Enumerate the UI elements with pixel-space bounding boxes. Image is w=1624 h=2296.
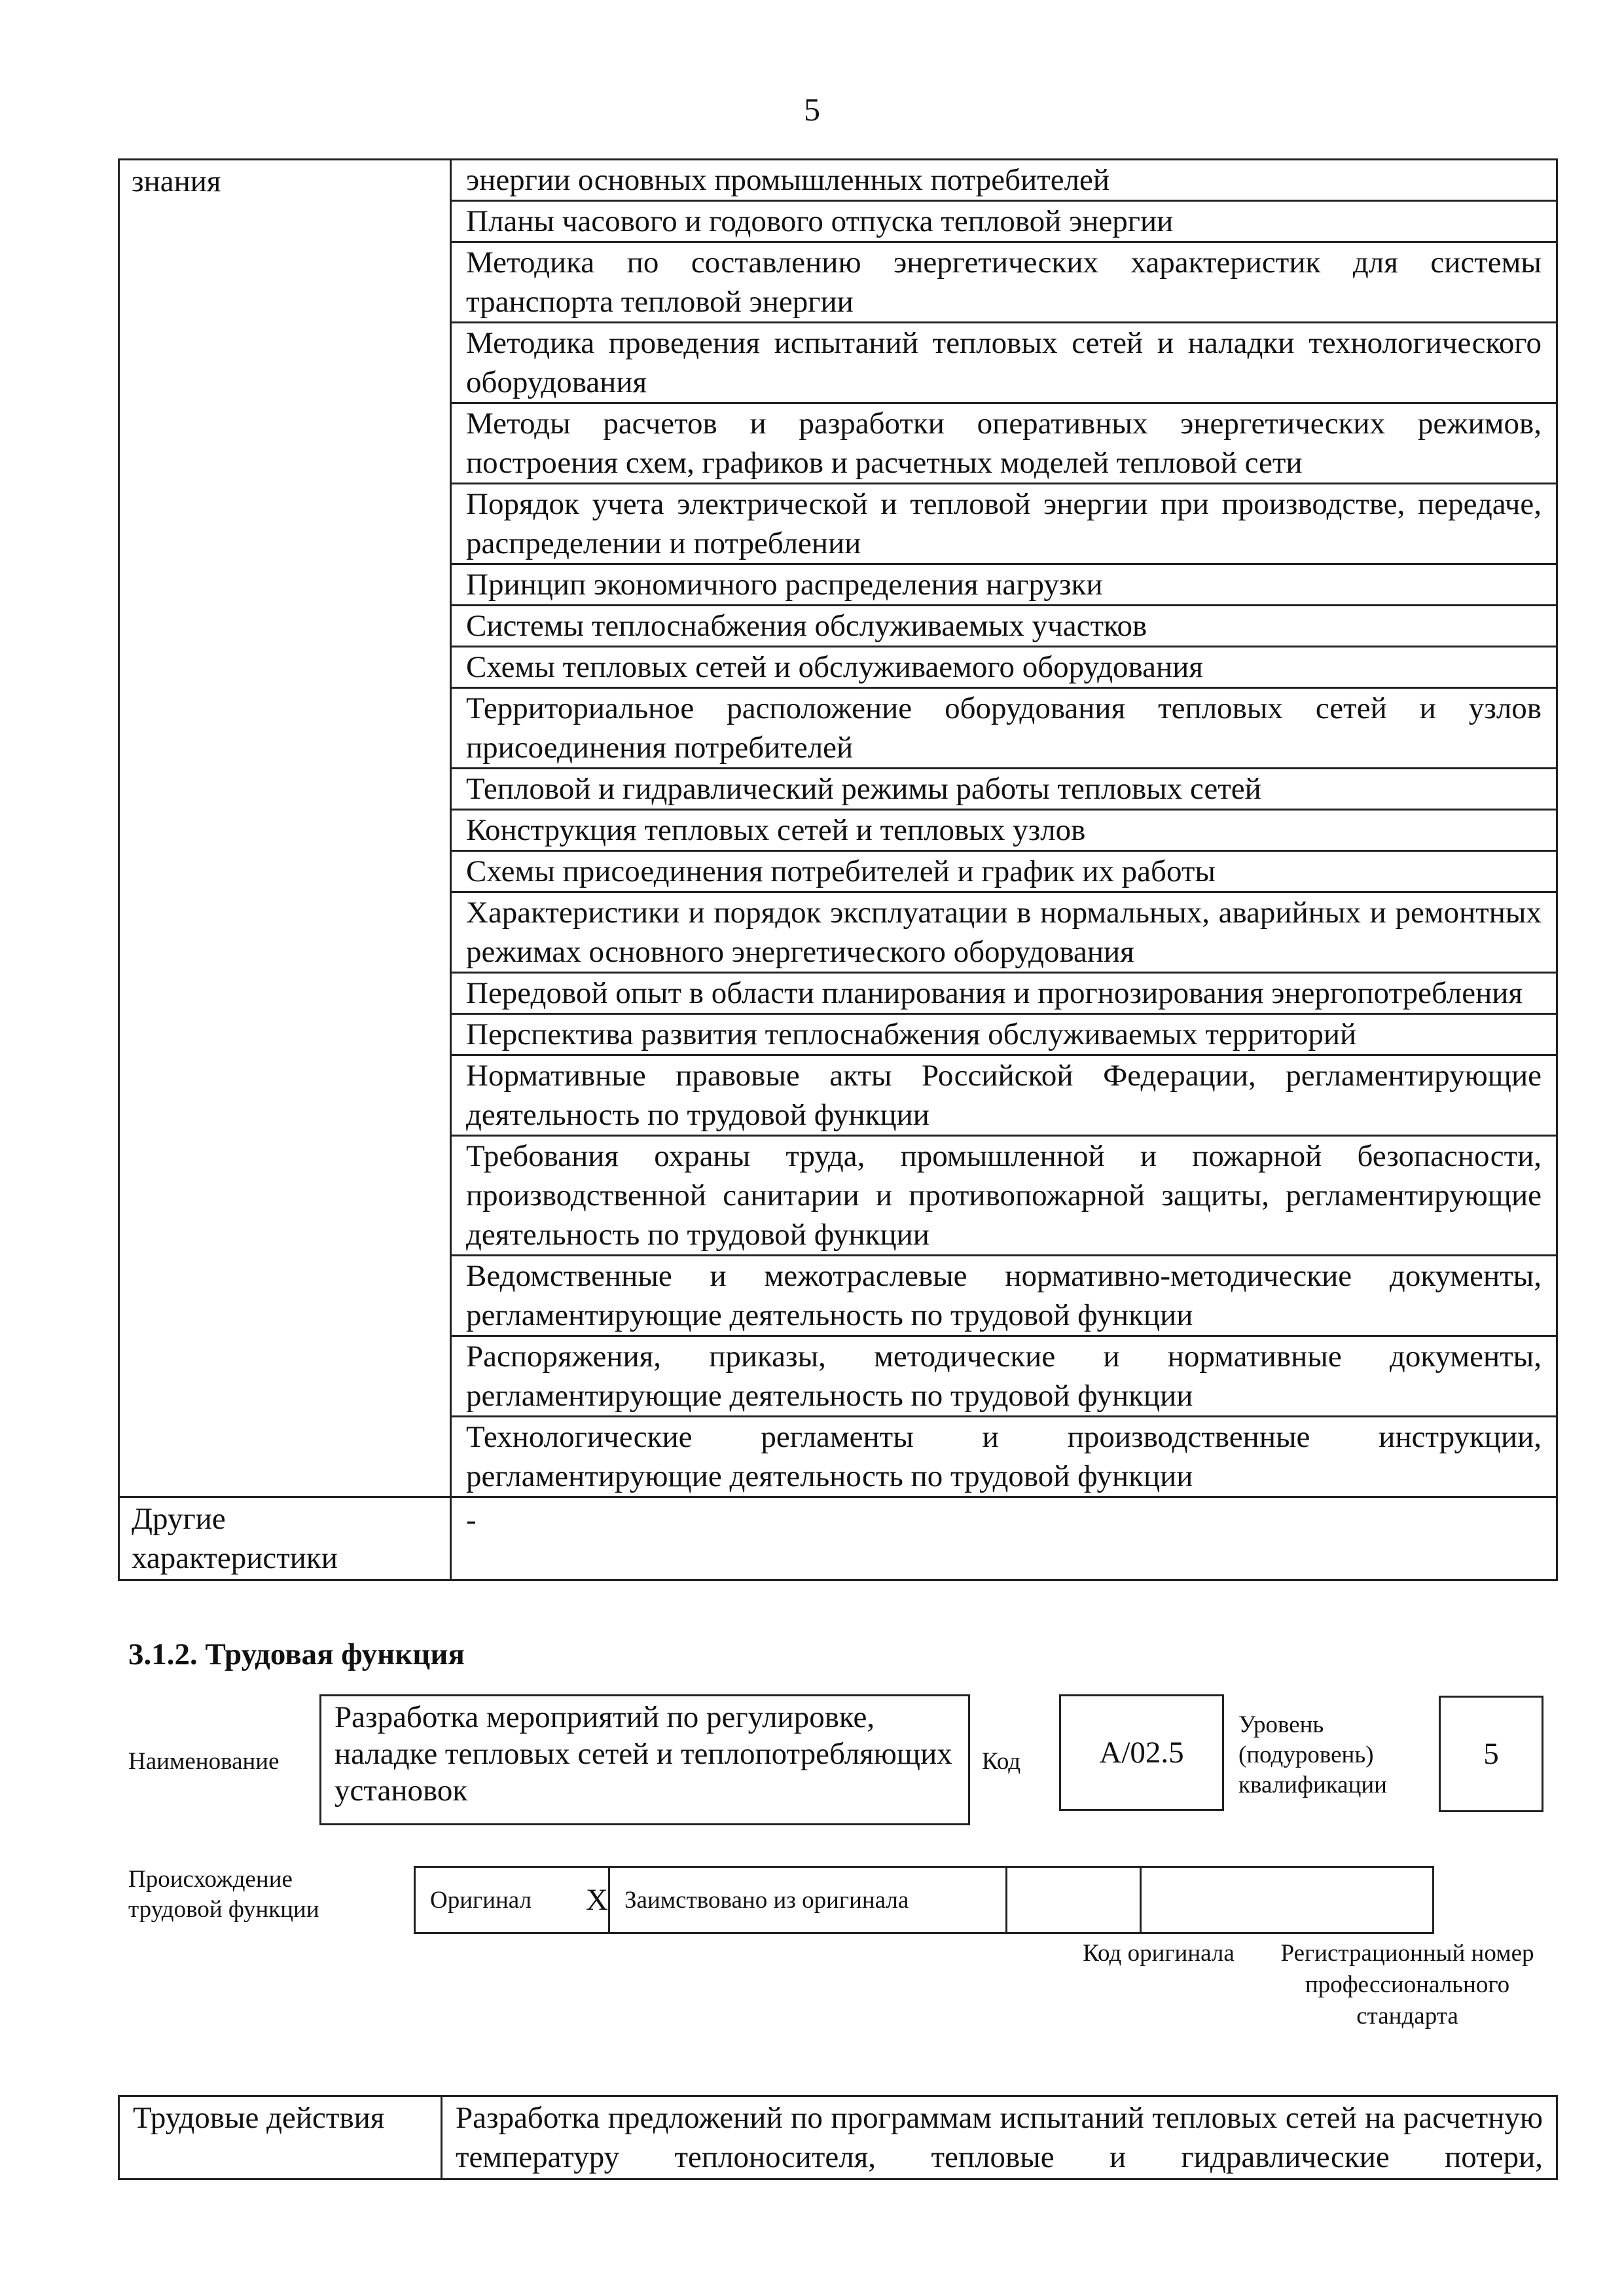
section-heading: 3.1.2. Трудовая функция (128, 1637, 465, 1671)
knowledge-item: Характеристики и порядок эксплуатации в нормальных, аварийных и ремонтных режимах основного энергетического оборудования (452, 893, 1556, 974)
code-label: Код (982, 1748, 1021, 1775)
original-mark: X (586, 1883, 608, 1917)
knowledge-item: Схемы тепловых сетей и обслуживаемого оборудования (452, 647, 1556, 689)
origin-label: Происхождение трудовой функции (128, 1866, 319, 1923)
original-cell (415, 1867, 609, 1933)
knowledge-items (451, 160, 1557, 1497)
reg-number-cell (1141, 1867, 1434, 1933)
code-box (1059, 1694, 1224, 1811)
actions-table (118, 2095, 1558, 2180)
level-box (1439, 1696, 1543, 1812)
knowledge-item: Порядок учета электрической и тепловой энергии при производстве, передаче, распределении и потреблении (452, 484, 1556, 565)
reg-number-caption: Регистрационный номер профессионального стандарта (1280, 1940, 1534, 2030)
knowledge-item: Методы расчетов и разработки оперативных энергетических режимов, построения схем, графиков и расчетных моделей тепловой сети (452, 404, 1556, 484)
knowledge-item: Нормативные правовые акты Российской Федерации, регламентирующие деятельность по трудовой функции (452, 1056, 1556, 1137)
knowledge-row (119, 160, 1557, 1497)
borrowed-label: Заимствовано из оригинала (624, 1886, 909, 1914)
original-code-cell (1007, 1867, 1141, 1933)
knowledge-item: Перспектива развития теплоснабжения обслуживаемых территорий (452, 1015, 1556, 1056)
level-label: Уровень (подуровень) квалификации (1238, 1711, 1387, 1798)
knowledge-table (118, 158, 1558, 1581)
name-box (319, 1694, 970, 1825)
knowledge-item: Методика по составлению энергетических характеристик для системы транспорта тепловой энергии (452, 243, 1556, 323)
knowledge-item: Территориальное расположение оборудования тепловых сетей и узлов присоединения потребителей (452, 689, 1556, 769)
knowledge-item: Требования охраны труда, промышленной и пожарной безопасности, производственной санитарии и противопожарной защиты, регламентирующие деятельность по трудовой функции (452, 1137, 1556, 1256)
knowledge-item: Тепловой и гидравлический режимы работы тепловых сетей (452, 769, 1556, 811)
function-code: А/02.5 (1099, 1736, 1184, 1770)
knowledge-item: Системы теплоснабжения обслуживаемых участков (452, 606, 1556, 647)
knowledge-item: Распоряжения, приказы, методические и нормативные документы, регламентирующие деятельность по трудовой функции (452, 1337, 1556, 1417)
actions-label: Трудовые действия (119, 2096, 442, 2179)
knowledge-item: Принцип экономичного распределения нагрузки (452, 565, 1556, 606)
level-value: 5 (1483, 1737, 1499, 1771)
page-number: 5 (804, 91, 820, 128)
knowledge-item: Технологические регламенты и производственные инструкции, регламентирующие деятельность по трудовой функции (466, 1420, 1542, 1493)
knowledge-item: Ведомственные и межотраслевые нормативно-методические документы, регламентирующие деятельность по трудовой функции (452, 1256, 1556, 1337)
knowledge-item: Методика проведения испытаний тепловых сетей и наладки технологического оборудования (452, 323, 1556, 404)
other-characteristics-row (119, 1497, 1557, 1580)
other-characteristics-label: Другие характеристики (119, 1497, 451, 1580)
knowledge-item: энергии основных промышленных потребителей (452, 160, 1556, 202)
borrowed-cell (609, 1867, 1007, 1933)
original-code-caption: Код оригинала (1083, 1940, 1235, 1967)
actions-text: Разработка предложений по программам испытаний тепловых сетей на расчетную температуру теплоносителя, тепловые и гидравлические потери, (442, 2096, 1557, 2179)
function-name: Разработка мероприятий по регулировке, наладке тепловых сетей и теплопотребляющих установок (334, 1700, 952, 1808)
actions-row (119, 2096, 1557, 2179)
knowledge-item: Планы часового и годового отпуска тепловой энергии (452, 202, 1556, 243)
knowledge-item: Схемы присоединения потребителей и график их работы (452, 852, 1556, 893)
original-label: Оригинал (430, 1886, 532, 1914)
knowledge-item: Конструкция тепловых сетей и тепловых узлов (452, 811, 1556, 852)
origin-table (414, 1866, 1434, 1934)
name-label: Наименование (128, 1748, 280, 1775)
other-characteristics-value: - (451, 1497, 1557, 1580)
knowledge-label: знания (119, 160, 451, 1497)
knowledge-item: Передовой опыт в области планирования и прогнозирования энергопотребления (452, 974, 1556, 1015)
